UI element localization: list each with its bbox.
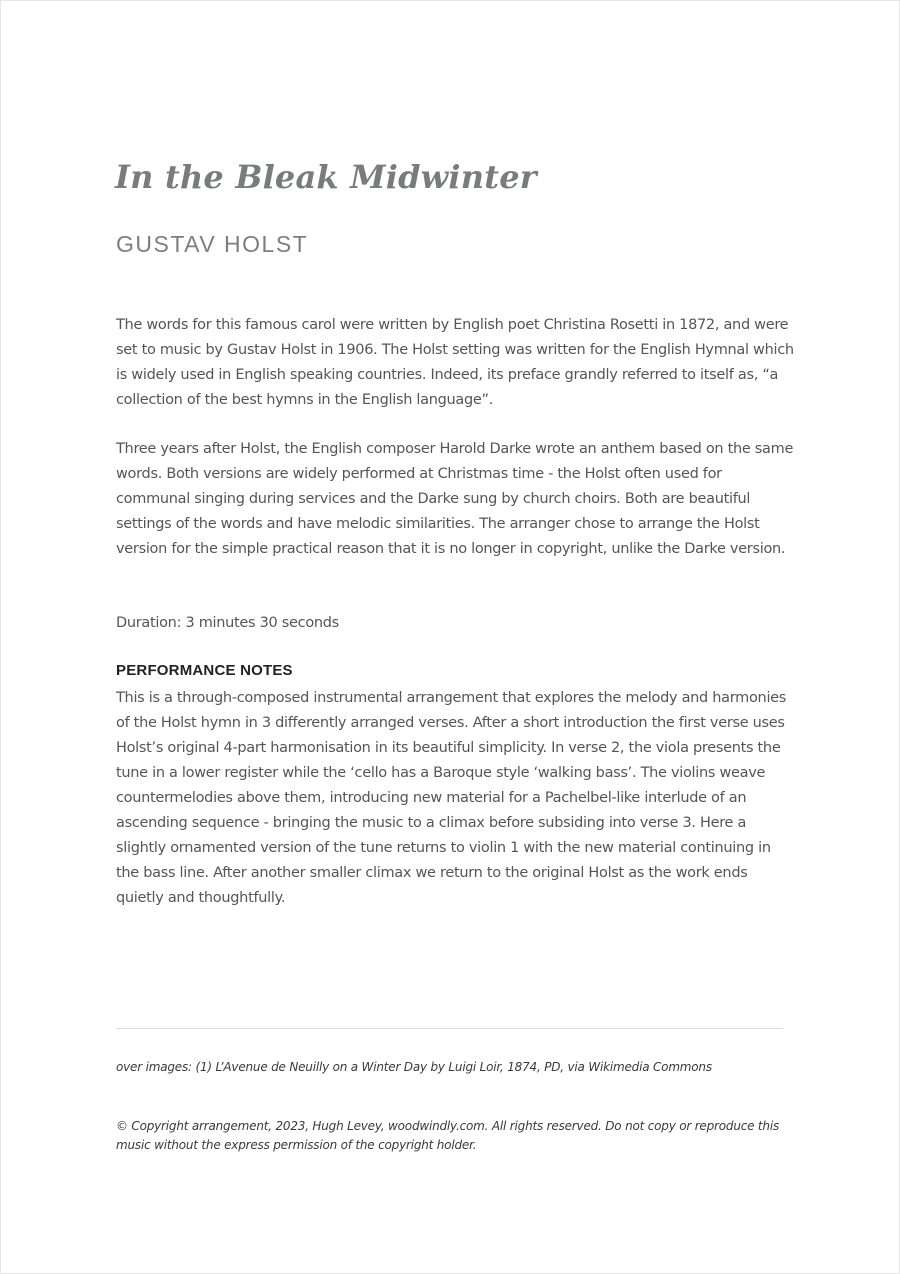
footer-divider xyxy=(116,1028,783,1029)
copyright-notice: © Copyright arrangement, 2023, Hugh Levey, woodwindly.com. All rights reserved. Do not copy or reproduce this music without the express permission of the copyright holder. xyxy=(116,1119,780,1152)
composer-name: GUSTAV HOLST xyxy=(116,231,309,257)
history-paragraph: Three years after Holst, the English composer Harold Darke wrote an anthem based on the same words. Both versions are widely performed at Christmas time - the Holst often used for communal singing during services and the Darke sung by church choirs. Both are beautiful settings of the words and have melodic similarities. The arranger chose to arrange the Holst version for the simple practical reason that it is no longer in copyright, unlike the Darke version. xyxy=(116,441,794,557)
document-title: In the Bleak Midwinter xyxy=(115,158,537,196)
performance-notes-heading: PERFORMANCE NOTES xyxy=(116,662,293,679)
intro-paragraph: The words for this famous carol were written by English poet Christina Rosetti in 1872, and were set to music by Gustav Holst in 1906. The Holst setting was written for the English Hymnal which is widely used in English speaking countries. Indeed, its preface grandly referred to itself as, “a collection of the best hymns in the English language”. xyxy=(116,317,794,408)
duration-text: Duration: 3 minutes 30 seconds xyxy=(116,615,339,631)
performance-notes-text: This is a through-composed instrumental arrangement that explores the melody and harmonies of the Holst hymn in 3 differently arranged verses. After a short introduction the first verse uses Holst’s original 4-part harmonisation in its beautiful simplicity. In verse 2, the viola presents the tune in a lower register while the ‘cello has a Baroque style ‘walking bass’. The violins weave countermelodies above them, introducing new material for a Pachelbel-like interlude of an ascending sequence - bringing the music to a climax before subsiding into verse 3. Here a slightly ornamented version of the tune returns to violin 1 with the new material continuing in the bass line. After another smaller climax we return to the original Holst as the work ends quietly and thoughtfully. xyxy=(116,690,787,906)
image-credits: over images: (1) L’Avenue de Neuilly on a Winter Day by Luigi Loir, 1874, PD, via Wikimedia Commons xyxy=(116,1060,712,1074)
